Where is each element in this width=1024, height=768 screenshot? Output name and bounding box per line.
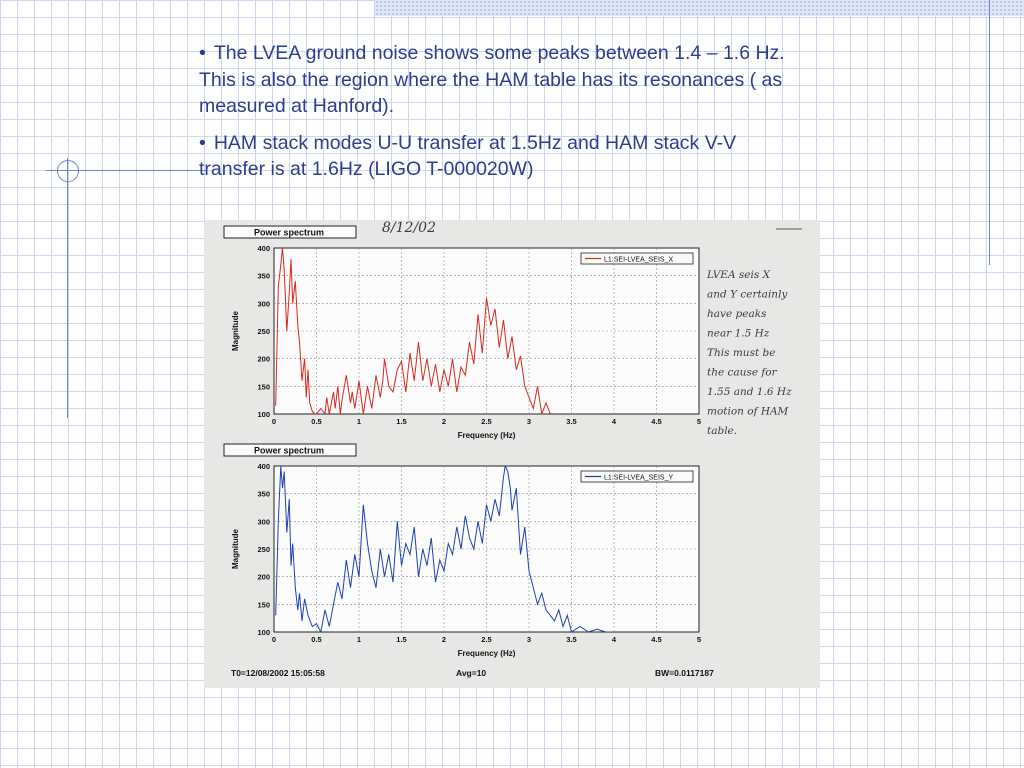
header-decoration-strip bbox=[375, 0, 1024, 16]
x-tick-label: 4 bbox=[611, 635, 617, 644]
bullet-1 bbox=[199, 40, 799, 120]
legend-label: L1:SEI-LVEA_SEIS_X bbox=[604, 256, 674, 264]
y-tick-label: 250 bbox=[257, 327, 270, 336]
x-tick-label: 4 bbox=[611, 417, 617, 426]
x-tick-label: 0.5 bbox=[311, 635, 322, 644]
footer-t0: T0=12/08/2002 15:05:58 bbox=[231, 668, 325, 678]
x-tick-label: 1 bbox=[356, 635, 362, 644]
x-tick-label: 0 bbox=[271, 635, 277, 644]
handwritten-note-line: have peaks bbox=[707, 308, 767, 320]
y-axis-label: Magnitude bbox=[231, 529, 240, 569]
handwritten-note-line: table. bbox=[707, 425, 738, 437]
power-spectrum-plots bbox=[204, 220, 820, 688]
y-tick-label: 100 bbox=[257, 410, 270, 419]
decorative-line-vertical bbox=[67, 158, 68, 418]
bullet-text: HAM stack modes U-U transfer at 1.5Hz and HAM stack V-V transfer is at 1.6Hz (LIGO T-000020W) bbox=[199, 131, 737, 180]
x-tick-label: 1.5 bbox=[396, 635, 407, 644]
decorative-line-right bbox=[989, 0, 990, 265]
x-tick-label: 0 bbox=[271, 417, 277, 426]
x-tick-label: 4.5 bbox=[651, 635, 662, 644]
bullet-2 bbox=[199, 130, 799, 183]
handwritten-note-line: near 1.5 Hz bbox=[707, 327, 770, 340]
x-tick-label: 3 bbox=[526, 417, 532, 426]
y-tick-label: 400 bbox=[257, 462, 270, 471]
handwritten-note-line: This must be bbox=[707, 347, 776, 359]
x-tick-label: 4.5 bbox=[651, 417, 662, 426]
handwritten-note bbox=[706, 269, 792, 437]
y-tick-label: 200 bbox=[257, 354, 270, 364]
x-tick-label: 3.5 bbox=[566, 635, 577, 644]
y-tick-label: 150 bbox=[257, 382, 270, 392]
y-tick-label: 300 bbox=[257, 299, 270, 309]
decorative-circle bbox=[57, 160, 79, 182]
x-tick-label: 2 bbox=[441, 635, 447, 644]
x-tick-label: 5 bbox=[696, 417, 702, 426]
x-tick-label: 0.5 bbox=[311, 417, 322, 426]
handwritten-note-line: LVEA seis X bbox=[707, 269, 771, 281]
handwritten-date: 8/12/02 bbox=[382, 220, 436, 236]
y-tick-label: 200 bbox=[257, 572, 270, 582]
chart-2 bbox=[224, 444, 701, 658]
handwritten-note-line: the cause for bbox=[707, 366, 777, 379]
footer-avg: Avg=10 bbox=[456, 668, 487, 678]
x-tick-label: 2.5 bbox=[481, 417, 492, 426]
handwritten-note-line: motion of HAM bbox=[707, 405, 789, 418]
chart-1 bbox=[224, 226, 701, 440]
y-tick-label: 350 bbox=[257, 271, 270, 281]
y-tick-label: 400 bbox=[257, 244, 270, 253]
x-tick-label: 1.5 bbox=[396, 417, 407, 426]
y-tick-label: 350 bbox=[257, 489, 270, 499]
x-tick-label: 1 bbox=[356, 417, 362, 426]
y-tick-label: 300 bbox=[257, 517, 270, 527]
slide-bullets bbox=[199, 40, 799, 193]
y-tick-label: 100 bbox=[257, 628, 270, 637]
x-tick-label: 5 bbox=[696, 635, 702, 644]
bullet-text: The LVEA ground noise shows some peaks between 1.4 – 1.6 Hz. This is also the region where the HAM table has its resonances ( as measured at Hanford). bbox=[199, 42, 785, 117]
chart-title: Power spectrum bbox=[254, 227, 325, 238]
y-tick-label: 150 bbox=[257, 600, 270, 610]
x-tick-label: 2 bbox=[441, 417, 447, 426]
x-tick-label: 3 bbox=[526, 635, 532, 644]
y-tick-label: 250 bbox=[257, 545, 270, 554]
x-tick-label: 2.5 bbox=[481, 635, 492, 644]
footer-bw: BW=0.0117187 bbox=[655, 668, 714, 678]
legend-label: L1:SEI-LVEA_SEIS_Y bbox=[604, 474, 674, 482]
handwritten-note-line: 1.55 and 1.6 Hz bbox=[707, 386, 792, 398]
y-axis-label: Magnitude bbox=[231, 311, 240, 351]
chart-title: Power spectrum bbox=[254, 445, 325, 456]
x-axis-label: Frequency (Hz) bbox=[457, 431, 516, 440]
scanned-plot-image bbox=[204, 220, 820, 688]
x-axis-label: Frequency (Hz) bbox=[457, 649, 516, 658]
bullet-symbol: • bbox=[199, 131, 206, 154]
bullet-symbol: • bbox=[199, 42, 206, 64]
x-tick-label: 3.5 bbox=[566, 417, 577, 426]
handwritten-note-line: and Y certainly bbox=[707, 288, 788, 301]
